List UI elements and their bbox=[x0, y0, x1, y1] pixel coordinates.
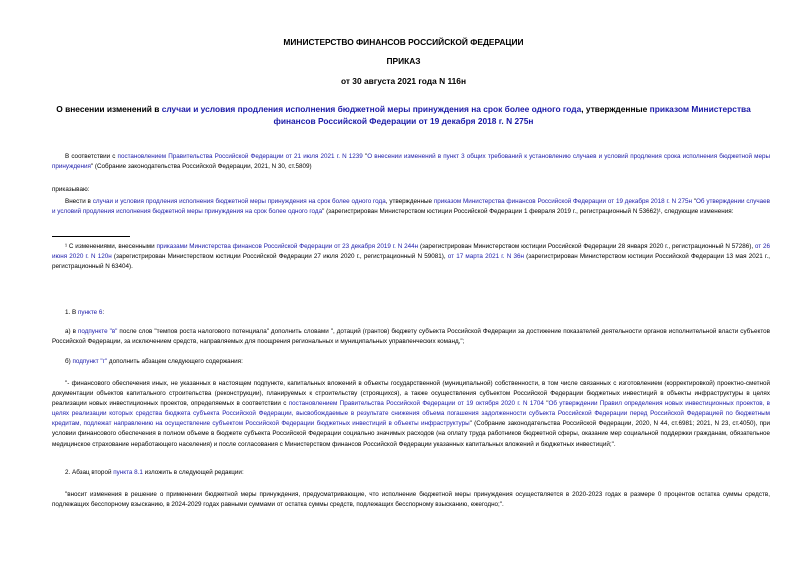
footnote-reference[interactable]: ¹ bbox=[658, 208, 661, 216]
item-1: 1. В пункте 6: bbox=[65, 309, 105, 316]
document-title: О внесении изменений в случаи и условия продления исполнения бюджетной меры принуждения на срок более одного года, утвержденные приказом Министерства финансов Российской Федерации от 19 декабря 2018 г. N 275н bbox=[56, 104, 751, 126]
link-rules[interactable]: случаи и условия продления исполнения бюджетной меры принуждения на срок более одного года bbox=[92, 198, 386, 205]
ministry-heading: МИНИСТЕРСТВО ФИНАНСОВ РОССИЙСКОЙ ФЕДЕРАЦИИ bbox=[283, 37, 524, 47]
document-type: ПРИКАЗ bbox=[386, 56, 421, 66]
orders-line: приказываю: bbox=[52, 186, 90, 193]
footnote: ¹ С изменениями, внесенными приказами Министерства финансов Российской Федерации от 23 декабря 2019 г. N 244н (зарегистрирован Министерством юстиции Российской Федерации 28 января 2020 г., регистрационный N 57286), от 26 июня 2020 г. N 120н (зарегистрирован Министерством юстиции Российской Федерации 27 июля 2020 г., регистрационный N 59081), от 17 марта 2021 г. N 36н (зарегистрирован Министерством юстиции Российской Федерации 13 мая 2021 г., регистрационный N 63404). bbox=[52, 243, 770, 271]
title-link-rules[interactable]: случаи и условия продления исполнения бюджетной меры принуждения на срок более одного года bbox=[161, 104, 582, 114]
link-order-244n[interactable]: приказами Министерства финансов Российской Федерации от 23 декабря 2019 г. N 244н bbox=[156, 243, 419, 250]
link-resolution-1704-title[interactable]: Об утверждении Правил определения новых инвестиционных проектов, в целях реализации которых средства бюджета субъекта Российской Федерации, высвобождаемые в результате снижения объема погашения задолженности субъекта Российской Федерации перед Российской Федерацией по бюджетным кредитам, подлежат направлению на осуществление субъектом Российской Федерации бюджетных инвестиций в объекты инфраструктуры bbox=[52, 400, 770, 428]
footnote-divider bbox=[52, 236, 130, 237]
item-2: 2. Абзац второй пункта 8.1 изложить в следующей редакции: bbox=[65, 469, 244, 476]
quoted-addition: "- финансового обеспечения иных, не указанных в настоящем подпункте, капитальных вложений в объекты государственной (муниципальной) собственности, в том числе связанных с изготовлением (корректировкой) проектно-сметной документации объектов капитального строительства (реконструкции), планируемых к строительству (строящихся), а также осуществления субъектом Российской Федерации бюджетных инвестиций в объекты инфраструктуры в целях реализации новых инвестиционных проектов, определяемых в соответствии с постановлением Правительства Российской Федерации от 19 октября 2020 г. N 1704 "Об утверждении Правил определения новых инвестиционных проектов, в целях реализации которых средства бюджета субъекта Российской Федерации, высвобождаемые в результате снижения объема погашения задолженности субъекта Российской Федерации перед Российской Федерацией по бюджетным кредитам, подлежат направлению на осуществление субъектом Российской Федерации бюджетных инвестиций в объекты инфраструктуры" (Собрание законодательства Российской Федерации, 2020, N 44, ст.6981; 2021, N 23, ст.4050), при условии финансового обеспечения в полном объеме в бюджете субъекта Российской Федерации социально значимых расходов (на оплату труда работников бюджетной сферы, оказание мер социальной поддержки гражданам, обязательное медицинское страхование неработающего населения) и после согласования с Министерством финансов Российской Федерации указанных капитальных вложений и бюджетных инвестиций;". bbox=[52, 380, 771, 448]
quoted-new-wording: "вносит изменения в решение о применении бюджетной меры принуждения, предусматривающие, что исполнение бюджетной меры принуждения осуществляется в 2020-2023 годах в размере 0 процентов остатка суммы средств, подлежащих бесспорному взысканию, в 2024-2029 годах равными суммами от остатка суммы средств, подлежащих бесспорному взысканию, ежегодно;". bbox=[52, 491, 770, 509]
link-order-275n-title[interactable]: Об утверждении случаев и условий продления исполнения бюджетной меры принуждения на срок более одного года bbox=[52, 198, 770, 216]
link-order-36n[interactable]: от 17 марта 2021 г. N 36н bbox=[447, 253, 524, 261]
link-point-8-1[interactable]: пункта 8.1 bbox=[113, 469, 143, 476]
link-subpoint-v[interactable]: подпункте "в" bbox=[77, 328, 118, 335]
item-1a: а) в подпункте "в" после слов "темпов роста налогового потенциала" дополнить словами ", дотаций (грантов) бюджету субъекта Российской Федерации за достижение показателей деятельности органов исполнительной власти субъектов Российской Федерации, за исключением средств, направляемых для поощрения региональных и муниципальных управленческих команд,"; bbox=[52, 328, 770, 346]
document-date-number: от 30 августа 2021 года N 116н bbox=[340, 76, 467, 86]
preamble-paragraph: В соответствии с постановлением Правительства Российской Федерации от 21 июля 2021 г. N 1239 "О внесении изменений в пункт 3 общих требований к установлению случаев и условий продления срока исполнения бюджетной меры принуждения" (Собрание законодательства Российской Федерации, 2021, N 30, ст.5809) bbox=[52, 153, 770, 171]
link-order-120n[interactable]: от 26 июня 2020 г. N 120н bbox=[52, 243, 770, 261]
title-link-order[interactable]: приказом Министерства финансов Российской Федерации от 19 декабря 2018 г. N 275н bbox=[273, 104, 751, 126]
link-resolution-1704[interactable]: постановлением Правительства Российской Федерации от 19 октября 2020 г. N 1704 bbox=[288, 400, 544, 408]
link-order-275n[interactable]: приказом Министерства финансов Российской Федерации от 19 декабря 2018 г. N 275н bbox=[433, 198, 692, 205]
link-resolution-1239[interactable]: постановлением Правительства Российской Федерации от 21 июля 2021 г. N 1239 bbox=[117, 153, 363, 160]
item-1b: б) подпункт "г" дополнить абзацем следующего содержания: bbox=[65, 358, 243, 365]
link-subpoint-g[interactable]: подпункт "г" bbox=[72, 358, 108, 365]
link-point-6[interactable]: пункте 6 bbox=[77, 309, 103, 316]
amendment-paragraph: Внести в случаи и условия продления исполнения бюджетной меры принуждения на срок более одного года, утвержденные приказом Министерства финансов Российской Федерации от 19 декабря 2018 г. N 275н "Об утверждении случаев и условий продления исполнения бюджетной меры принуждения на срок более одного года" (зарегистрирован Министерством юстиции Российской Федерации 1 февраля 2019 г., регистрационный N 53662)¹, следующие изменения: bbox=[52, 198, 770, 216]
footnote-mark: ¹ bbox=[65, 243, 68, 250]
link-resolution-1239-title[interactable]: О внесении изменений в пункт 3 общих требований к установлению случаев и условий продления срока исполнения бюджетной меры принуждения bbox=[52, 153, 770, 171]
